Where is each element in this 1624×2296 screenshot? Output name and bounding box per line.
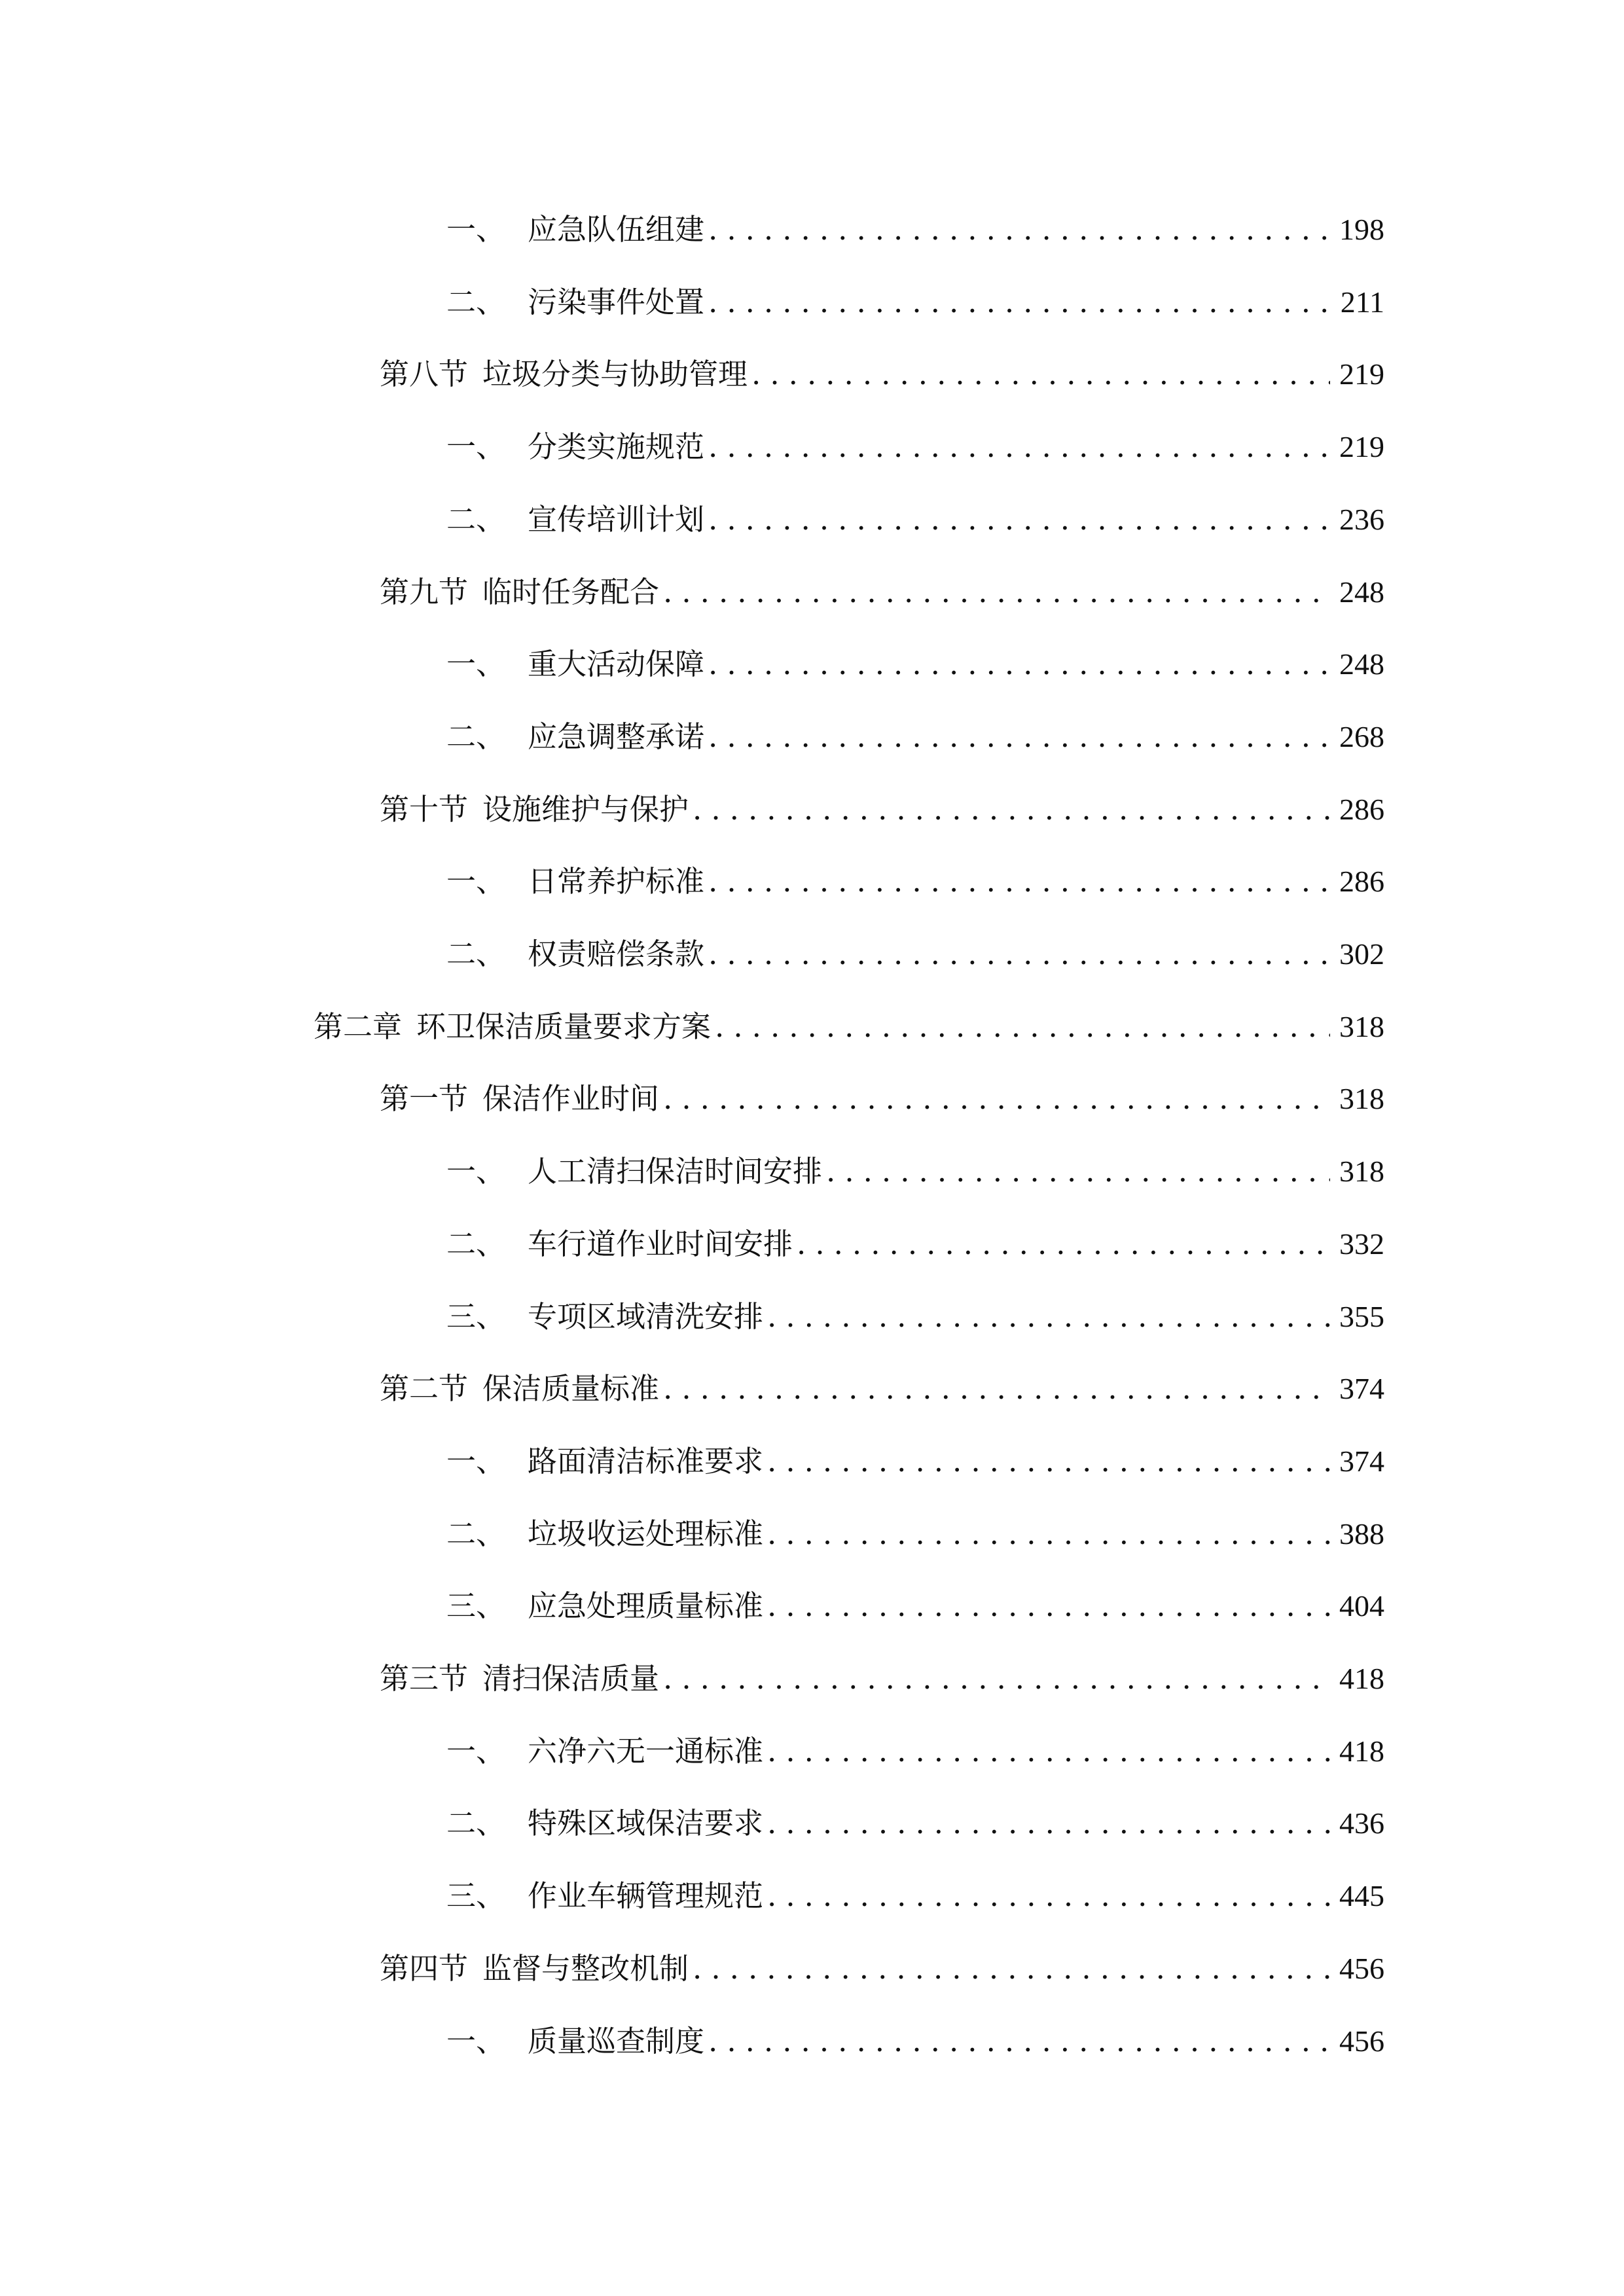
toc-page-number: 456 [1339, 1951, 1384, 1985]
toc-entry-text: 设施维护与保护 [482, 791, 689, 827]
dot-leader [708, 427, 1330, 467]
dot-leader [708, 210, 1330, 249]
toc-entry-label: 一、 [446, 647, 506, 682]
dot-leader [708, 645, 1330, 684]
toc-entry[interactable] [380, 790, 1384, 829]
toc-entry-title [446, 210, 708, 249]
toc-entry-text: 应急调整承诺 [528, 719, 705, 754]
toc-page-number: 418 [1339, 1662, 1384, 1695]
toc-entry-label: 一、 [446, 864, 506, 899]
dot-leader [708, 717, 1330, 757]
toc-entry-label: 二、 [446, 937, 506, 971]
toc-entry[interactable] [446, 210, 1384, 249]
toc-entry[interactable] [314, 1007, 1384, 1047]
toc-entry-title [446, 1442, 767, 1481]
toc-entry[interactable] [446, 500, 1384, 539]
toc-entry-label: 一、 [446, 2023, 506, 2058]
toc-entry-text: 垃圾收运处理标准 [528, 1516, 764, 1551]
toc-page-number: 436 [1339, 1806, 1384, 1840]
toc-entry-label: 三、 [446, 1588, 506, 1624]
toc-entry-title [446, 427, 708, 467]
toc-entry-label: 三、 [446, 1299, 506, 1334]
toc-entry-label: 第四节 [380, 1950, 469, 1986]
toc-entry[interactable] [446, 1442, 1384, 1481]
toc-entry-text: 车行道作业时间安排 [528, 1226, 793, 1261]
toc-page-number: 318 [1339, 1155, 1384, 1189]
toc-entry[interactable] [446, 2022, 1384, 2061]
toc-entry-title [446, 500, 708, 539]
dot-leader [708, 500, 1330, 539]
toc-entry-title [446, 862, 708, 901]
toc-entry-title [446, 1804, 767, 1843]
toc-entry[interactable] [380, 1949, 1384, 1988]
toc-entry-label: 一、 [446, 212, 506, 247]
dot-leader [767, 1297, 1330, 1336]
toc-entry-text: 人工清扫保洁时间安排 [528, 1154, 823, 1189]
toc-page-number: 404 [1339, 1589, 1384, 1623]
dot-leader [767, 1515, 1330, 1554]
toc-entry[interactable] [446, 1587, 1384, 1626]
toc-entry-title [446, 645, 708, 684]
toc-entry[interactable] [446, 862, 1384, 901]
toc-entry-text: 环卫保洁质量要求方案 [416, 1009, 712, 1044]
toc-entry-text: 临时任务配合 [482, 574, 660, 609]
toc-entry-title [446, 2022, 708, 2061]
dot-leader [663, 1079, 1330, 1119]
toc-entry[interactable] [446, 427, 1384, 467]
dot-leader [767, 1587, 1330, 1626]
toc-page-number: 198 [1339, 213, 1384, 246]
toc-entry-label: 第二节 [380, 1371, 469, 1407]
toc-entry-title [380, 1079, 663, 1119]
dot-leader [767, 1442, 1330, 1481]
toc-page-number: 374 [1339, 1372, 1384, 1406]
dot-leader [767, 1732, 1330, 1771]
dot-leader [663, 1659, 1330, 1698]
toc-entry[interactable] [380, 1659, 1384, 1698]
toc-page-number: 219 [1339, 430, 1384, 464]
toc-entry-label: 一、 [446, 1154, 506, 1189]
toc-entry[interactable] [380, 355, 1384, 394]
toc-entry-title [380, 355, 751, 394]
toc-entry-title [446, 935, 708, 974]
toc-entry-title [380, 573, 663, 612]
toc-entry-text: 六净六无一通标准 [528, 1733, 764, 1768]
dot-leader [797, 1225, 1330, 1264]
toc-entry-label: 二、 [446, 1806, 506, 1841]
toc-entry-text: 清扫保洁质量 [482, 1661, 660, 1696]
toc-entry-text: 污染事件处置 [528, 284, 705, 319]
toc-entry[interactable] [446, 935, 1384, 974]
dot-leader [715, 1007, 1330, 1047]
toc-entry[interactable] [446, 717, 1384, 757]
toc-entry-label: 二、 [446, 284, 506, 319]
toc-entry-title [446, 1152, 826, 1191]
toc-entry-text: 质量巡查制度 [528, 2023, 705, 2058]
toc-page-number: 418 [1339, 1734, 1384, 1768]
dot-leader [708, 283, 1331, 322]
dot-leader [663, 1369, 1330, 1408]
toc-entry[interactable] [380, 573, 1384, 612]
toc-page-number: 211 [1340, 285, 1384, 319]
toc-entry-label: 一、 [446, 1733, 506, 1768]
toc-entry-title [314, 1007, 715, 1047]
dot-leader [708, 862, 1330, 901]
toc-page-number: 355 [1339, 1299, 1384, 1333]
toc-entry[interactable] [446, 283, 1384, 322]
toc-entry-text: 重大活动保障 [528, 647, 705, 682]
toc-entry-text: 垃圾分类与协助管理 [482, 357, 748, 392]
toc-entry[interactable] [380, 1369, 1384, 1408]
toc-entry-text: 作业车辆管理规范 [528, 1878, 764, 1914]
dot-leader [767, 1876, 1330, 1916]
toc-entry-text: 权责赔偿条款 [528, 937, 705, 971]
toc-entry-text: 宣传培训计划 [528, 501, 705, 537]
toc-entry-label: 二、 [446, 719, 506, 754]
toc-page-number: 268 [1339, 719, 1384, 753]
toc-entry[interactable] [446, 1804, 1384, 1843]
toc-entry[interactable] [446, 1225, 1384, 1264]
toc-entry-label: 第十节 [380, 791, 469, 827]
toc-entry-title [380, 790, 693, 829]
toc-page-number: 236 [1339, 502, 1384, 536]
dot-leader [663, 573, 1330, 612]
toc-entry[interactable] [446, 1297, 1384, 1336]
toc-entry-label: 第九节 [380, 574, 469, 609]
toc-entry-title [380, 1659, 663, 1698]
toc-page-number: 332 [1339, 1227, 1384, 1261]
toc-entry-title [446, 717, 708, 757]
toc-page-number: 318 [1339, 1009, 1384, 1043]
toc-entry-label: 三、 [446, 1878, 506, 1914]
toc-entry-text: 特殊区域保洁要求 [528, 1806, 764, 1841]
toc-entry-label: 第三节 [380, 1661, 469, 1696]
toc-page-number: 219 [1339, 357, 1384, 391]
toc-entry-label: 第一节 [380, 1081, 469, 1117]
toc-entry-title [446, 1876, 767, 1916]
toc-entry-text: 应急队伍组建 [528, 212, 705, 247]
toc-entry-title [380, 1949, 693, 1988]
toc-entry-label: 一、 [446, 429, 506, 465]
toc-entry-text: 应急处理质量标准 [528, 1588, 764, 1624]
dot-leader [826, 1152, 1330, 1191]
toc-page-number: 286 [1339, 792, 1384, 826]
toc-entry-title [446, 1225, 797, 1264]
toc-entry-text: 日常养护标准 [528, 864, 705, 899]
toc-entry-title [446, 1732, 767, 1771]
toc-entry-text: 分类实施规范 [528, 429, 705, 465]
toc-page-number: 388 [1339, 1516, 1384, 1551]
toc-entry-title [446, 1587, 767, 1626]
dot-leader [708, 935, 1330, 974]
toc-page-number: 286 [1339, 865, 1384, 899]
toc-entry-label: 第二章 [314, 1009, 403, 1044]
dot-leader [767, 1804, 1330, 1843]
toc-entry-title [446, 1297, 767, 1336]
toc-entry-label: 二、 [446, 501, 506, 537]
toc-entry-label: 二、 [446, 1516, 506, 1551]
toc-entry-text: 保洁作业时间 [482, 1081, 660, 1117]
toc-entry-text: 监督与整改机制 [482, 1950, 689, 1986]
toc-page-number: 456 [1339, 2024, 1384, 2058]
toc-entry-text: 保洁质量标准 [482, 1371, 660, 1407]
dot-leader [708, 2022, 1330, 2061]
dot-leader [693, 1949, 1330, 1988]
toc-page-number: 248 [1339, 647, 1384, 681]
toc-entry-text: 专项区域清洗安排 [528, 1299, 764, 1334]
toc-page-number: 318 [1339, 1082, 1384, 1116]
toc-page-number: 302 [1339, 937, 1384, 971]
toc-entry[interactable] [446, 1732, 1384, 1771]
toc-entry-text: 路面清洁标准要求 [528, 1443, 764, 1479]
toc-entry-label: 一、 [446, 1443, 506, 1479]
toc-entry-title [446, 1515, 767, 1554]
dot-leader [693, 790, 1330, 829]
toc-entry[interactable] [446, 1876, 1384, 1916]
toc-entry[interactable] [446, 645, 1384, 684]
toc-entry-title [446, 283, 708, 322]
toc-entry[interactable] [446, 1515, 1384, 1554]
toc-entry[interactable] [446, 1152, 1384, 1191]
dot-leader [751, 355, 1330, 394]
toc-entry-label: 第八节 [380, 357, 469, 392]
toc-entry-label: 二、 [446, 1226, 506, 1261]
toc-entry[interactable] [380, 1079, 1384, 1119]
toc-page-number: 374 [1339, 1444, 1384, 1478]
toc-entry-title [380, 1369, 663, 1408]
toc-page-number: 445 [1339, 1879, 1384, 1913]
toc-page-number: 248 [1339, 575, 1384, 609]
